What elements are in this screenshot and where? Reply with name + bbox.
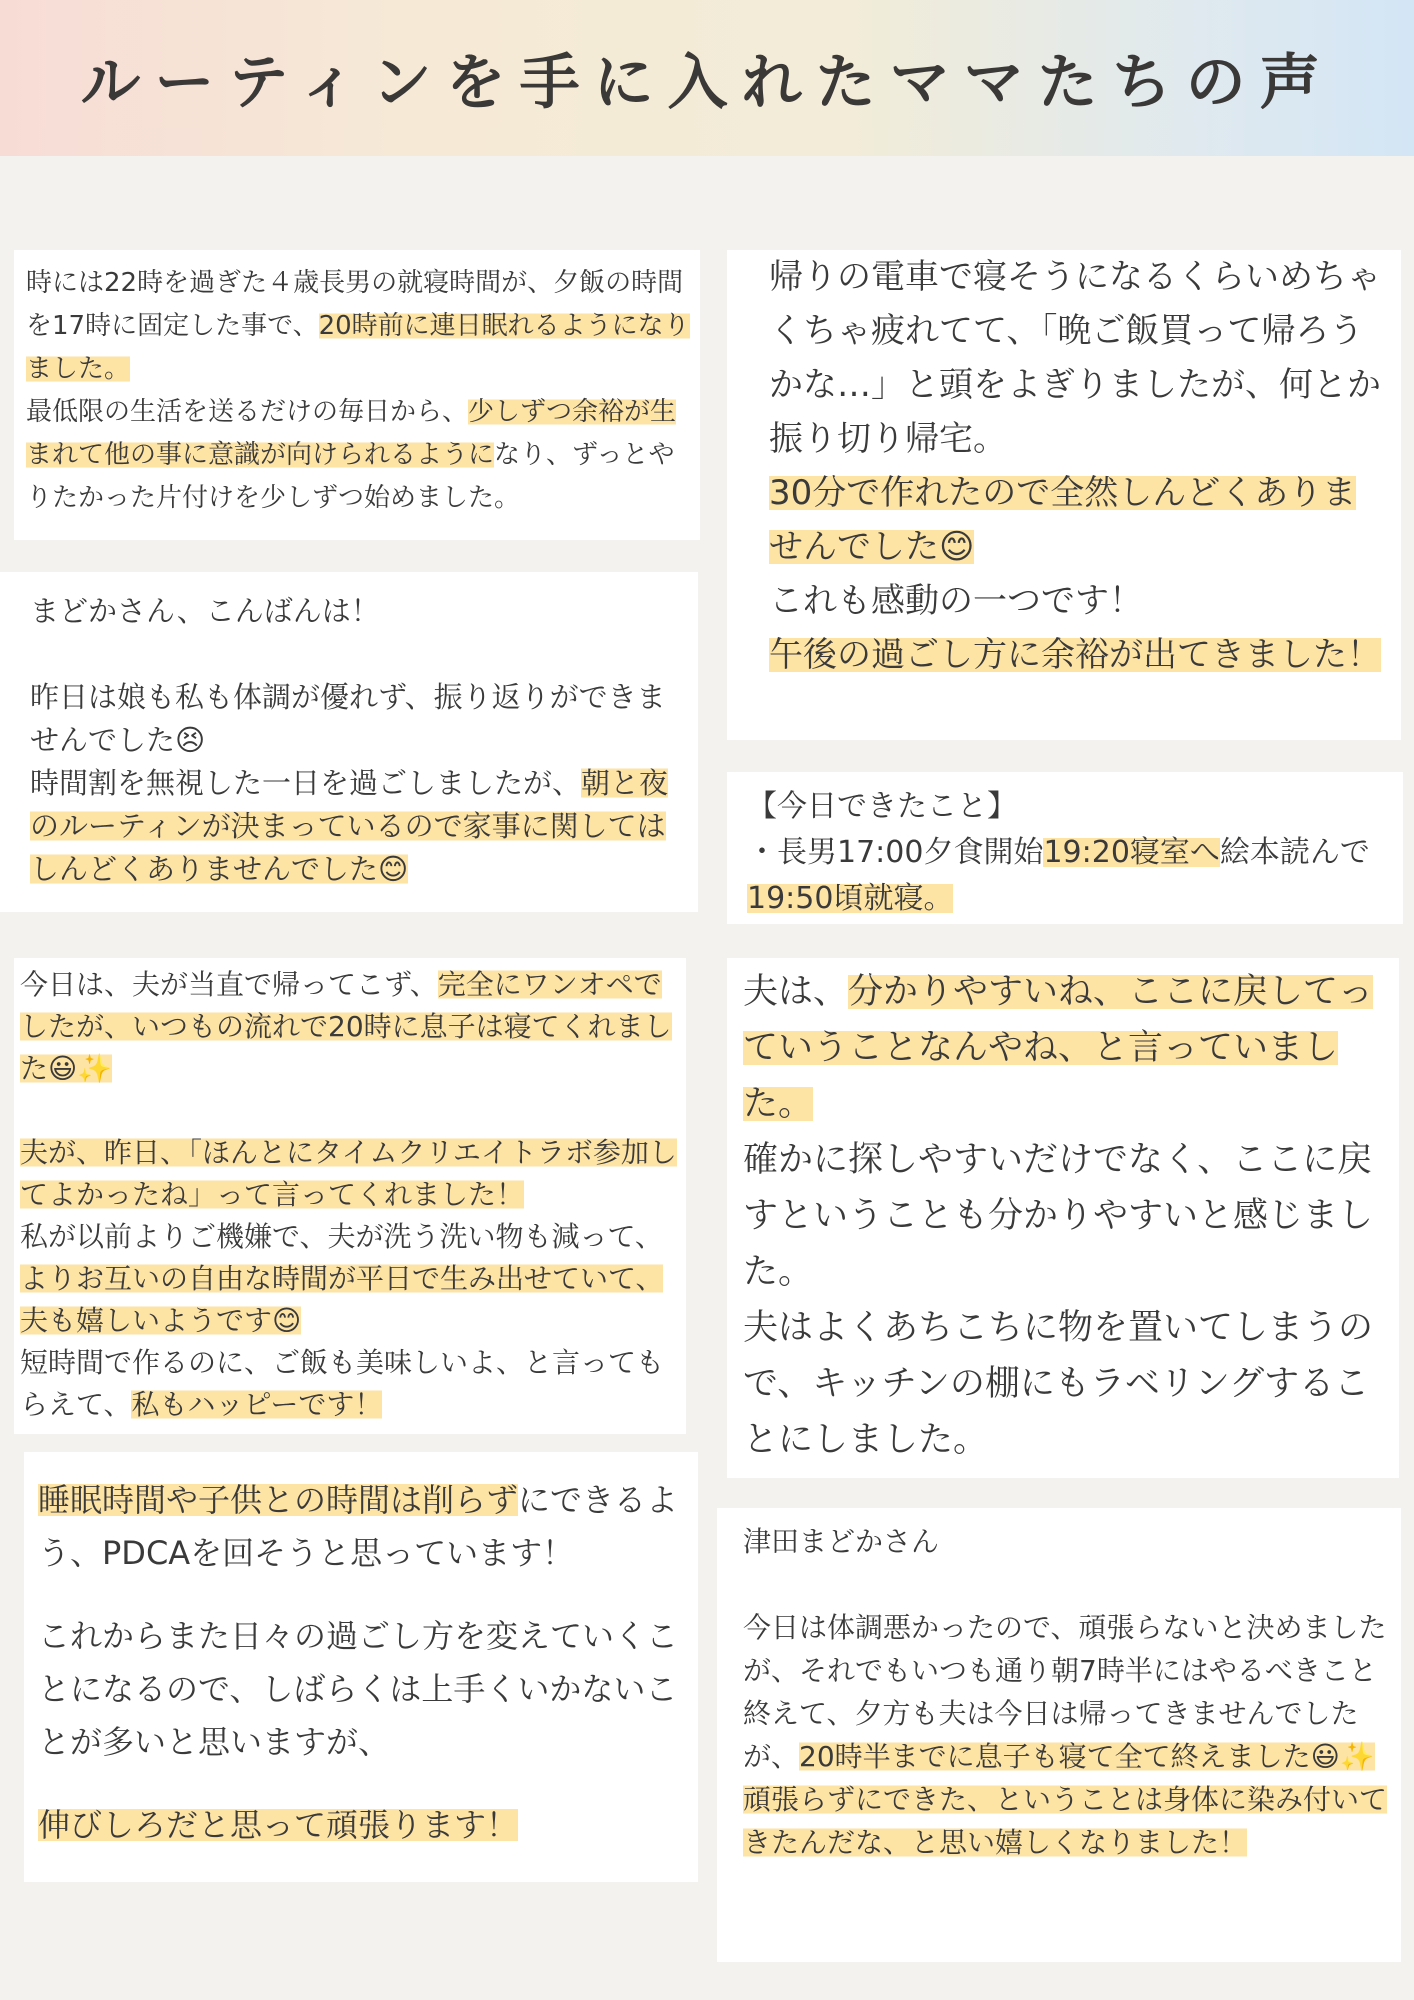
- text: にできるよう、PDCAを回そうと思っています！: [38, 1481, 679, 1572]
- testimonial-card-4: [24, 1452, 698, 1882]
- testimonial-card-2: [0, 572, 698, 912]
- highlight-text: 19:20寝室へ: [1043, 835, 1220, 870]
- page-title: ルーティンを手に入れたママたちの声: [80, 48, 1334, 118]
- testimonial-text: [743, 964, 1391, 1468]
- author-name: 津田まどかさん: [743, 1525, 940, 1558]
- text: 時には22時を過ぎた４歳長男の就寝時間が、夕飯の時間を17時に固定した事で、: [26, 268, 684, 341]
- highlight-text: 分かりやすいね、ここに戻してっていうことなんやね、と言っていました。: [743, 972, 1374, 1124]
- highlight-text: 少しずつ余裕が生まれて他の事に意識が向けられるように: [26, 397, 677, 470]
- highlight-text: 私もハッピーです！: [131, 1388, 383, 1421]
- testimonial-card-8: [717, 1508, 1401, 1962]
- testimonial-text: [747, 784, 1399, 922]
- text: これも感動の一つです！: [769, 581, 1143, 621]
- greeting-text: まどかさん、こんばんは！: [30, 594, 380, 628]
- text: ・長男17:00夕食開始: [747, 835, 1044, 870]
- highlight-text: 伸びしろだと思って頑張ります！: [38, 1806, 519, 1844]
- highlight-text: 夫が、昨日、「ほんとにタイムクリエイトラボ参加してよかったね」って言ってくれました！: [20, 1136, 677, 1211]
- text: これからまた日々の過ごし方を変えていくことになるので、しばらくは上手くいかないことが多いと思いますが、: [38, 1617, 679, 1761]
- highlight-text: 頑張らずにできた、ということは身体に染み付いてきたんだな、と思い嬉しくなりました！: [743, 1783, 1388, 1859]
- testimonial-card-3: [14, 958, 686, 1434]
- testimonial-text: [38, 1474, 698, 1852]
- highlight-text: 完全にワンオペでしたが、いつもの流れで20時に息子は寝てくれました😃✨: [20, 968, 672, 1085]
- header-banner: [0, 0, 1414, 156]
- highlight-text: 睡眠時間や子供との時間は削らず: [38, 1481, 519, 1519]
- text: 昨日は娘も私も体調が優れず、振り返りができませんでした😣: [30, 680, 666, 757]
- testimonial-text: [20, 964, 678, 1426]
- highlight-text: 19:50頃就寝。: [747, 881, 954, 916]
- text: 今日は、夫が当直で帰ってこず、: [20, 968, 438, 1001]
- text: 絵本読んで: [1219, 835, 1370, 870]
- highlight-text: よりお互いの自由な時間が平日で生み出せていて、夫も嬉しいようです😊: [20, 1262, 664, 1337]
- text: 夫は、: [743, 972, 849, 1012]
- testimonial-card-7: [727, 958, 1399, 1478]
- text: 短時間で作るのに、ご飯も美味しいよ、と言ってもらえて、: [20, 1346, 665, 1421]
- text: 最低限の生活を送るだけの毎日から、: [26, 397, 469, 427]
- text: 確かに探しやすいだけでなく、ここに戻すということも分かりやすいと感じました。: [743, 1140, 1374, 1292]
- text: なり、ずっとやりたかった片付けを少しずつ始めました。: [26, 440, 675, 513]
- testimonial-text: [743, 1520, 1387, 1864]
- testimonial-card-1: [14, 250, 700, 540]
- testimonial-text: [26, 262, 690, 520]
- testimonial-card-5: [727, 250, 1401, 740]
- highlight-text: 朝と夜のルーティンが決まっているので家事に関してはしんどくありませんでした😊: [30, 766, 669, 886]
- text: 今日は体調悪かったので、頑張らないと決めましたが、それでもいつも通り朝7時半にはやるべきこと終えて、夕方も夫は今日は帰ってきませんでしたが、: [743, 1611, 1387, 1773]
- highlight-text: 30分で作れたので全然しんどくありませんでした😊: [769, 473, 1357, 567]
- text: 夫はよくあちこちに物を置いてしまうので、キッチンの棚にもラベリングすることにしました。: [743, 1308, 1374, 1460]
- testimonial-card-6: [727, 772, 1403, 924]
- text: 帰りの電車で寝そうになるくらいめちゃくちゃ疲れてて、「晩ご飯買って帰ろうかな…」と頭をよぎりましたが、何とか振り切り帰宅。: [769, 257, 1381, 459]
- testimonial-text: [769, 250, 1387, 682]
- text: 時間割を無視した一日を過ごしましたが、: [30, 766, 582, 800]
- highlight-text: 午後の過ごし方に余裕が出てきました！: [769, 635, 1381, 675]
- text: 私が以前よりご機嫌で、夫が洗う洗い物も減って、: [20, 1220, 663, 1253]
- highlight-text: 20時前に連日眠れるようになりました。: [26, 311, 690, 384]
- highlight-text: 20時半までに息子も寝て全て終えました😃✨: [799, 1740, 1375, 1773]
- heading-text: 【今日できたこと】: [747, 789, 1017, 824]
- testimonial-text: [30, 590, 674, 891]
